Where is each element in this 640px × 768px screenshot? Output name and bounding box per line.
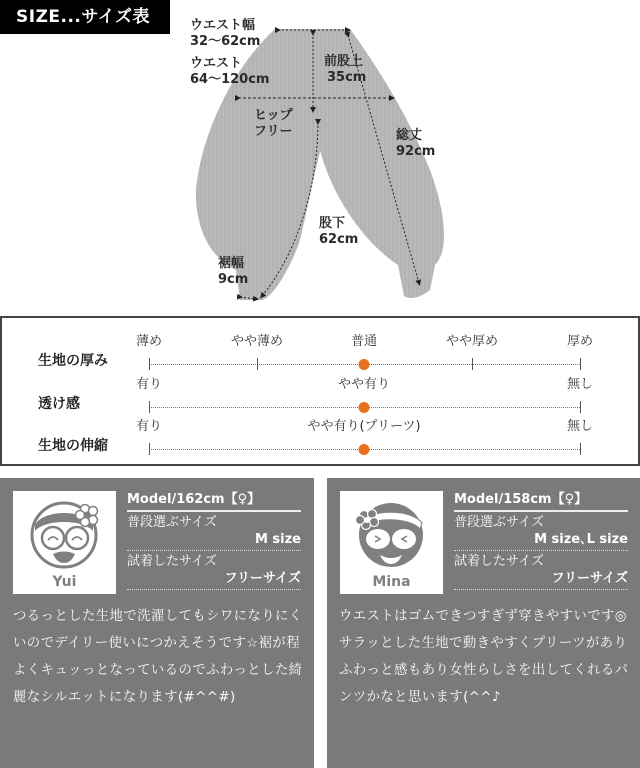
tick-label: 普通 [350,334,378,349]
tick-label: やや薄め [230,334,284,349]
size-chart-title: SIZE...サイズ表 [0,0,170,34]
tick-mark [472,358,473,370]
waist-label: ウエスト 64〜120cm [190,56,270,87]
pants-diagram [0,0,640,310]
tried-size-block [454,551,628,590]
model-height: Model/162cm【♀】 [127,488,301,512]
tick-label: 薄め [135,334,163,349]
model-name: Yui [52,574,77,590]
total-length-label: 総丈 92cm [396,128,436,159]
tick-mark [580,401,581,413]
tick-label: やや厚め [445,334,499,349]
tried-size-value: フリーサイズ [551,571,628,586]
tick-label: 有り [135,377,163,392]
thickness-label: 生地の厚み [38,353,108,369]
smiling-face-icon [13,491,116,576]
tried-size-value: フリーサイズ [224,571,301,586]
stretch-label: 生地の伸縮 [38,438,108,454]
usual-size-label: 普段選ぶサイズ [127,515,217,530]
tick-label: やや有り [337,377,391,392]
fabric-properties-table [0,316,640,466]
tick-label: 厚め [566,334,594,349]
usual-size-label: 普段選ぶサイズ [454,515,544,530]
usual-size-value: M size [254,532,301,547]
avatar [340,491,443,594]
model-panel-mina [327,478,640,768]
tick-mark [149,401,150,413]
selected-marker [359,402,370,413]
tick-mark [149,443,150,455]
waist-width-label: ウエスト幅 32〜62cm [190,18,261,49]
tick-label: 無し [566,419,594,434]
tried-size-label: 試着したサイズ [454,554,544,569]
model-info [127,488,301,590]
model-comment: ウエストはゴムできつすぎず穿きやすいです◎サラッとした生地で動きやすくプリーツがありふわっと感もあり女性らしさを出してくれるパンツかなと思います(^^♪ [339,609,629,705]
transparency-label: 透け感 [38,396,80,412]
usual-size-block [127,512,301,551]
hem-width-label: 裾幅 9cm [218,256,249,287]
transparency-row [2,373,638,417]
tick-label: 有り [135,419,163,434]
avatar [13,491,116,594]
model-comment: つるっとした生地で洗濯してもシワになりにくいのでデイリー使いにつかえそうです☆裾が程よくキュッっとなっているのでふわっとした綺麗なシルエットになります(#^^#) [13,609,303,705]
tried-size-block [127,551,301,590]
selected-marker [359,359,370,370]
front-rise-label: 前股上 35cm [324,54,367,85]
tick-label: 無し [566,377,594,392]
model-info [454,488,628,590]
tick-mark [149,358,150,370]
hip-label: ヒップ フリー [254,108,293,139]
usual-size-value: M size､L size [534,532,628,547]
tick-mark [257,358,258,370]
winking-face-icon [340,491,443,576]
thickness-row [2,330,638,374]
model-name: Mina [372,574,411,590]
inseam-label: 股下 62cm [319,216,359,247]
usual-size-block [454,512,628,551]
tick-mark [580,358,581,370]
tried-size-label: 試着したサイズ [127,554,217,569]
model-panel-yui [0,478,314,768]
selected-marker [359,444,370,455]
pants-illustration [0,0,640,310]
model-height: Model/158cm【♀】 [454,488,628,512]
stretch-row [2,415,638,459]
tick-label: やや有り(プリーツ) [307,419,421,434]
tick-mark [580,443,581,455]
